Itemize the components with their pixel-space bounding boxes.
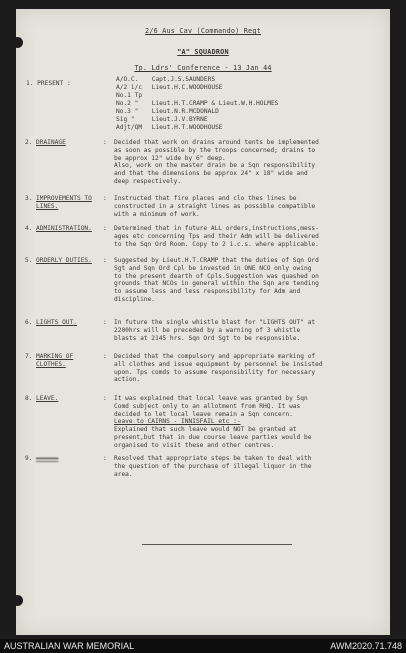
item-heading: ADMINISTRATION. (36, 225, 92, 232)
item-line: to the present dearth of Cpls.Suggestion was quashed on (114, 272, 319, 280)
item-body (114, 257, 319, 304)
item-line: as soon as possible by the troops concerned; drains to (114, 146, 316, 154)
present-role: A/O.C. (116, 76, 139, 83)
item-heading: MARKING OF CLOTHES. (36, 353, 74, 368)
item-line: Determined that in future ALL orders,instructions,mess- (114, 225, 319, 232)
present-role: No.3 " (116, 108, 139, 115)
item-number: 2. (25, 139, 33, 146)
item-line: and that the dimensions be approx 24" x 18" wide and (114, 170, 308, 178)
present-role: A/2 i/c (116, 84, 143, 91)
item-number: 6. (25, 319, 33, 326)
archive-name: AUSTRALIAN WAR MEMORIAL (4, 641, 135, 651)
item-line: upon. Tps comds to assume responsibility for necessary (114, 368, 316, 376)
item-heading: IMPROVEMENTS TO LINES. (36, 195, 92, 210)
item-line: Suggested by Lieut.H.T.CRAMP that the duties of Sqn Ord (114, 257, 319, 264)
item-line: deep respectively. (114, 177, 182, 185)
item-line: Decided that work on drains around tents be implemented (114, 139, 319, 146)
item-line: It was explained that local leave was granted by Sqn (114, 395, 308, 402)
item-line: Decided that the compulsory and appropriate marking of (114, 353, 316, 360)
item-line: 2200hrs will be preceded by a warning of 3 whistle (114, 326, 301, 334)
present-role: Sig " (116, 116, 135, 123)
item-line: Instructed that fire places and clo thes lines be (114, 195, 297, 202)
item-body (114, 195, 315, 218)
present-row (116, 124, 223, 132)
present-row (116, 116, 208, 124)
item-line: be approx 12" wide by 6" deep. (114, 154, 226, 162)
item-line: In future the single whistle blast for "LIGHTS OUT" at (114, 319, 316, 326)
item-line: to the Sqn Ord Room. Copy to 2 i.c.s. where applicable. (114, 240, 319, 248)
item-line: decided to let local leave remain a Sqn concern. (114, 410, 293, 418)
item-line: ages etc concerning Tps and their Adm will be delivered (114, 232, 319, 240)
punch-hole (12, 595, 23, 606)
present-label: 1. PRESENT : (26, 80, 71, 87)
item-body (114, 139, 319, 186)
present-row (116, 108, 219, 116)
signature-line (142, 544, 292, 545)
punch-hole (12, 37, 23, 48)
item-body (114, 395, 311, 450)
squadron-heading: "A" SQUADRON (177, 48, 229, 56)
item-body (114, 319, 315, 342)
item-line: organised to visit these and other centres. (114, 441, 275, 449)
item-heading: LEAVE. (36, 395, 59, 402)
item-line: Comd subject only to an allotment from RHQ. It was (114, 402, 301, 410)
present-role: Adjt/QM (116, 124, 143, 131)
item-heading: DRAINAGE (36, 139, 66, 146)
item-number: 5. (25, 257, 33, 264)
item-number: 7. (25, 353, 33, 360)
item-line: Also, work on the master drain be a Sqn responsibility (114, 162, 316, 170)
item-body (114, 455, 311, 478)
footer-bar (0, 639, 406, 653)
unit-heading: 2/6 Aus Cav (Commando) Regt (145, 27, 261, 35)
present-row (116, 76, 215, 84)
item-line: Leave to CAIRNS - INNISFAIL etc :- (114, 418, 241, 426)
item-line: the question of the purchase of illegal liquor in the (114, 462, 312, 470)
present-name: Capt.J.S.SAUNDERS (151, 76, 216, 83)
present-role: No.1 Tp (116, 92, 143, 99)
present-role: No.2 " (116, 100, 139, 107)
item-number: 9. (25, 455, 33, 462)
present-row (116, 84, 223, 92)
present-name: Lieut.H.T.CRAMP & Lieut.W.H.HOLMES (151, 100, 279, 107)
item-line: to assume less and less responsibility for Adm and (114, 288, 301, 296)
item-heading: LIGHTS OUT. (36, 319, 77, 326)
item-body (114, 353, 323, 384)
present-row (116, 92, 148, 100)
item-number: 8. (25, 395, 33, 402)
accession-number: AWM2020.71.748 (330, 641, 402, 651)
item-line: area. (114, 470, 133, 478)
item-line: blasts at 2145 hrs. Sqn Ord Sgt to be responsible. (114, 334, 301, 342)
item-line: Sgt and Sqn Ord Cpl be invested in ONE NCO only owing (114, 264, 312, 272)
item-line: with a minimum of work. (114, 210, 200, 218)
item-line: Explained that such leave would NOT be granted at (114, 426, 297, 434)
item-line: Resolved that appropriate steps be taken to deal with (114, 455, 312, 462)
item-heading: ORDERLY DUTIES. (36, 257, 92, 264)
item-line: constructed in a straight lines as possible compatible (114, 202, 316, 210)
item-line: action. (114, 376, 141, 384)
present-name: Lieut.H.T.WOODHOUSE (151, 124, 223, 131)
item-line: all clothes and issue equipment by personnel be insisted (114, 360, 323, 368)
present-row (116, 100, 278, 108)
item-number: 3. (25, 195, 33, 202)
item-line: present,but that in due course leave parties would be (114, 433, 312, 441)
item-line: grounds that NCOs in general within the Sqn are tending (114, 280, 319, 288)
item-heading: ▬▬▬▬▬▬ (36, 455, 59, 462)
item-body (114, 225, 319, 248)
item-line: discipline. (114, 295, 155, 303)
document-page: 2/6 Aus Cav (Commando) Regt "A" SQUADRON Tp. Ldrs' Conference - 13 Jan 44 1. PRESENT : A/O.C. Capt.J.S.SAUNDERS A/2 i/c Lieut.H.C.WOODHOUSE No.1 Tp No.2 " Lieut.H.T.CRAMP & Lieut.W.H.HOLMES No.3 " Lieut.N.R.MCDONALD Sig " Lieut.J.V.BYRNE Adjt/QM Lieut.H.T.WOODHOUSE 2. DRAINAGE : Decided that work on drains around tents be implemented as soon as possible by the troops concerned; drains to be approx 12" wide by 6" deep. Also, work on the master drain be a Sqn responsibility and that the dimensions be approx 24" x 18" wide and deep respectively. 3. IMPROVEMENTS TO LINES. : Instructed that fire places and clo thes lines be constructed in a straight lines as possible compatible with a minimum of work. 4. ADMINISTRATION. : Determined that in future ALL orders,instructions,mess- ages etc concerning Tps and their Adm will be delivered to the Sqn Ord Room. Copy to 2 i.c.s. where applicable. 5. ORDERLY DUTIES. : Suggested by Lieut.H.T.CRAMP that the duties of Sqn Ord Sgt and Sqn Ord Cpl be invested in ONE NCO only owing to the present dearth of Cpls.Suggestion was quashed on grounds that NCOs in general within the Sqn are tending to assume less and less responsibility for Adm and discipline. 6. LIGHTS OUT. : In future the single whistle blast for "LIGHTS OUT" at 2200hrs will be preceded by a warning of 3 whistle blasts at 2145 hrs. Sqn Ord Sgt to be responsible. 7. MARKING OF CLOTHES. : Decided that the compulsory and appropriate marking of all clothes and issue equipment by personnel be insisted upon. Tps comds to assume responsibility for necessary action. 8. LEAVE. : It was explained that local leave was granted by Sqn Comd subject only to an allotment from RHQ. It was decided to let local leave remain a Sqn concern. Leave to CAIRNS - INNISFAIL etc :- Explained that such leave would NOT be granted at present,but that in due course leave parties would be organised to visit these and other centres. 9. ▬▬▬▬▬▬ : Resolved that appropriate steps be taken to deal with the question of the purchase of illegal liquor in the area. (16, 9, 390, 635)
item-number: 4. (25, 225, 33, 232)
present-name: Lieut.N.R.MCDONALD (151, 108, 219, 115)
conference-heading: Tp. Ldrs' Conference - 13 Jan 44 (134, 64, 272, 72)
present-name: Lieut.J.V.BYRNE (151, 116, 208, 123)
present-name: Lieut.H.C.WOODHOUSE (151, 84, 223, 91)
